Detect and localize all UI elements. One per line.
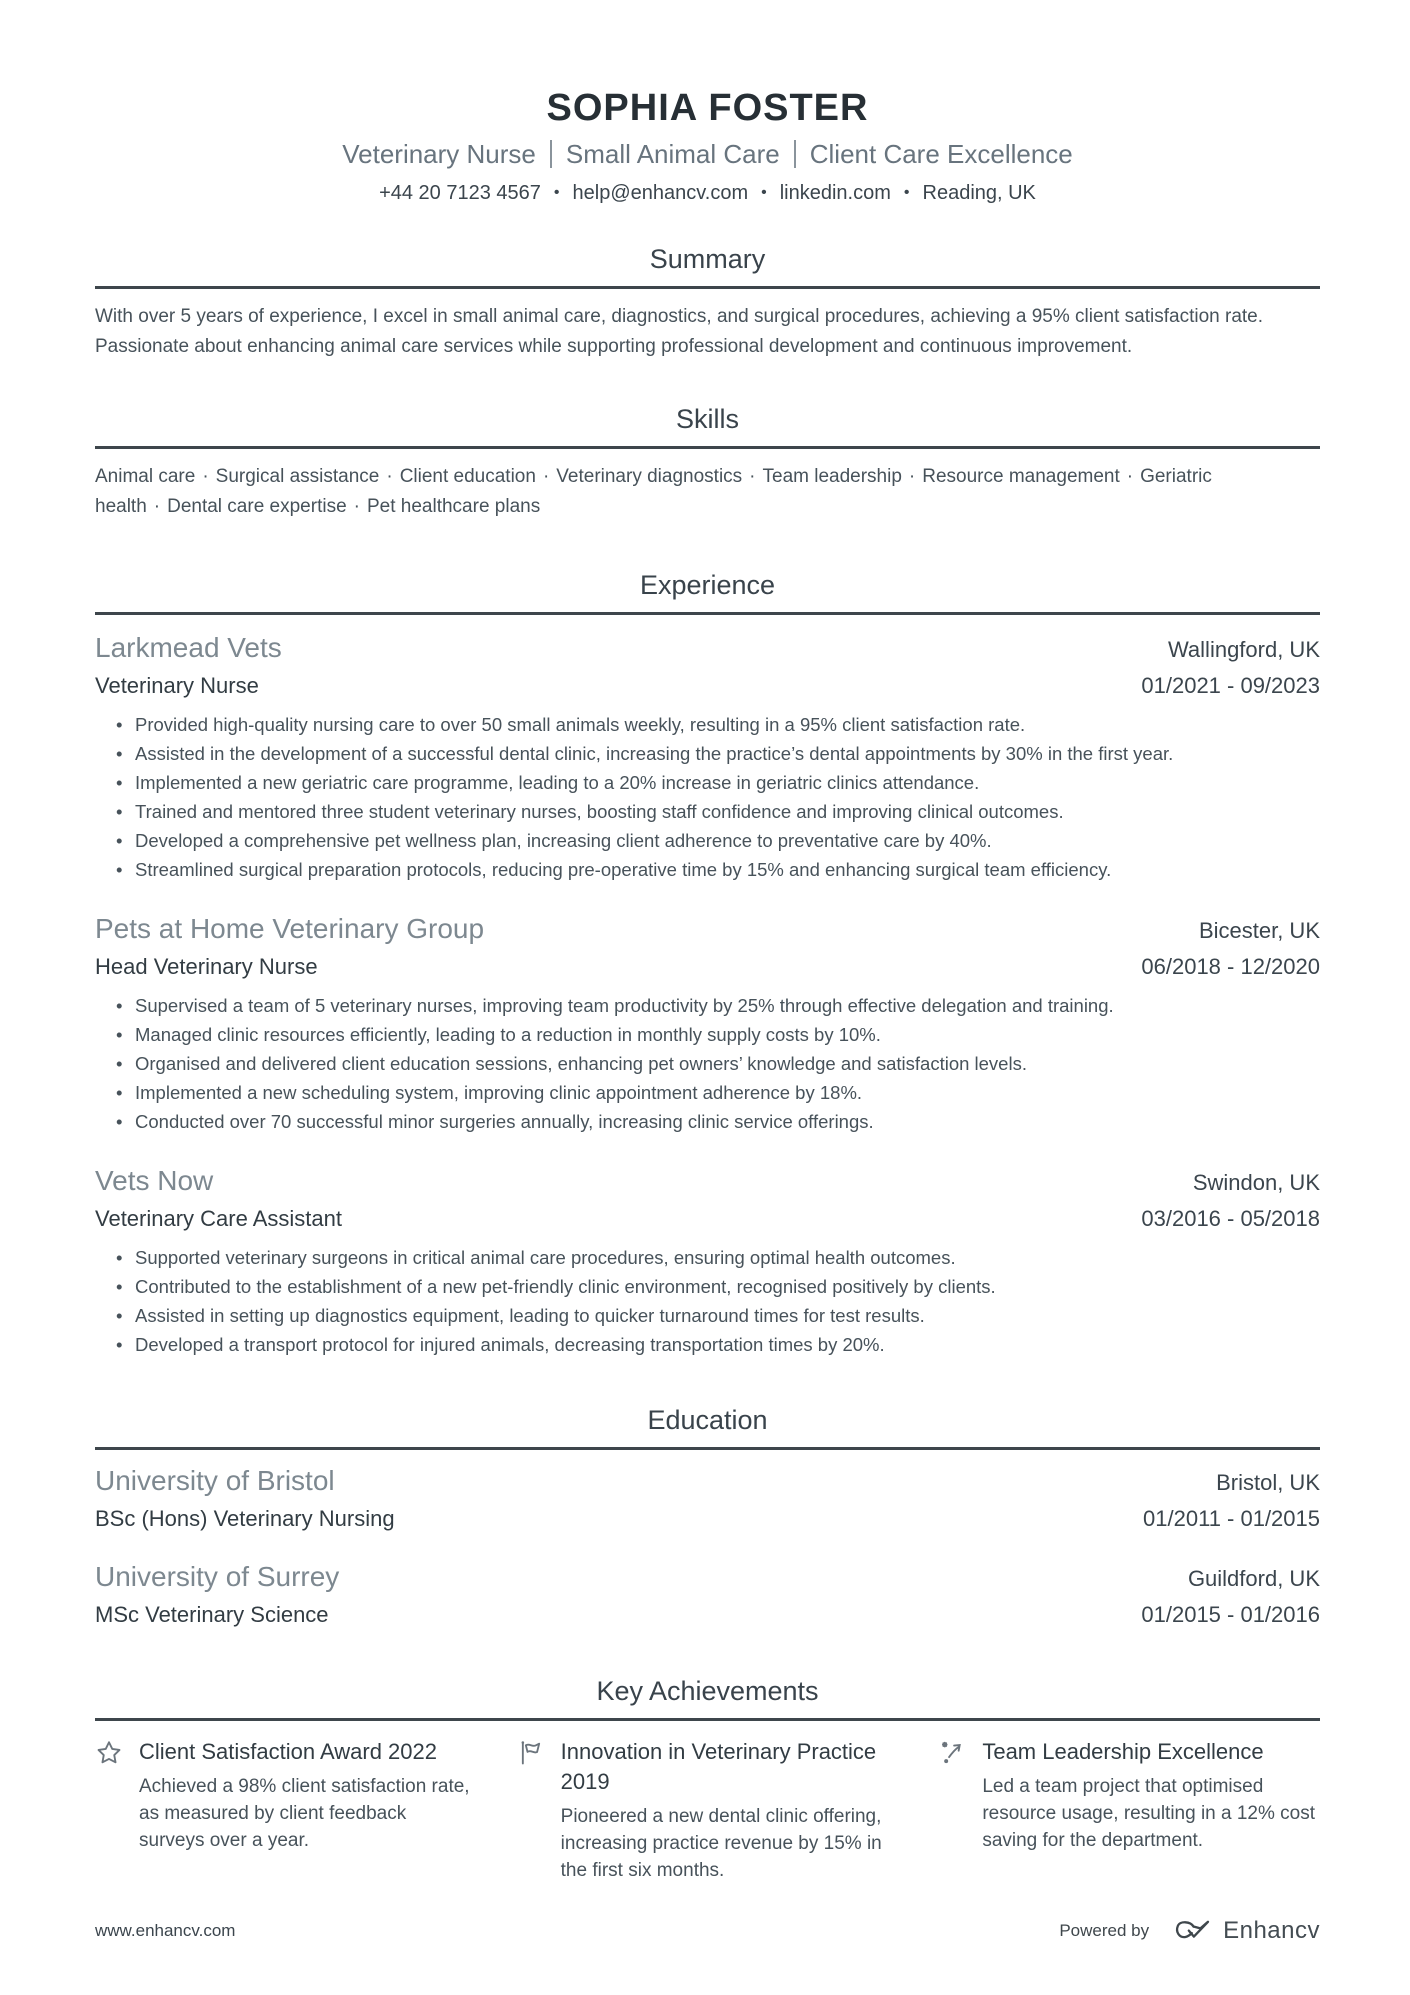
achievement-text: Led a team project that optimised resource usage, resulting in a 12% cost saving for the department. <box>982 1776 1316 1852</box>
school-location: Guildford, UK <box>1187 1566 1320 1592</box>
company-name: Vets Now <box>95 1165 214 1197</box>
linkedin-link[interactable]: linkedin.com <box>779 181 891 204</box>
school-name: University of Surrey <box>95 1561 340 1593</box>
company-name: Larkmead Vets <box>95 632 282 664</box>
job-bullet: • Managed clinic resources efficiently, leading to a reduction in monthly supply costs by 10%. <box>95 1020 1320 1049</box>
powered-by-block <box>1059 1917 1320 1945</box>
section-rule <box>95 446 1320 449</box>
location-text: Reading, UK <box>922 181 1036 204</box>
job-title: Head Veterinary Nurse <box>95 954 318 980</box>
enhancv-website-link[interactable]: www.enhancv.com <box>95 1921 236 1940</box>
summary-section <box>95 242 1320 362</box>
achievement-title: Client Satisfaction Award 2022 <box>139 1739 437 1765</box>
skill-item: Veterinary diagnostics <box>556 466 743 488</box>
section-rule <box>95 1718 1320 1721</box>
job-bullet: • Organised and delivered client education sessions, enhancing pet owners’ knowledge and satisfaction levels. <box>95 1049 1320 1078</box>
skill-item: Surgical assistance <box>215 466 380 488</box>
job-bullet: • Developed a transport protocol for injured animals, decreasing transportation times by 20%. <box>95 1330 1320 1359</box>
enhancv-brand-text: Enhancv <box>1223 1917 1320 1944</box>
skill-item: Resource management <box>922 466 1120 488</box>
job-bullet: • Trained and mentored three student veterinary nurses, boosting staff confidence and improving clinical outcomes. <box>95 797 1320 826</box>
phone-number: +44 20 7123 4567 <box>379 181 541 204</box>
summary-text: With over 5 years of experience, I excel in small animal care, diagnostics, and surgical procedures, achieving a 95% client satisfaction rate. Passionate about enhancing animal care services while supporting professional development and continuous improvement. <box>95 306 1264 358</box>
experience-entry <box>95 1162 1320 1359</box>
email-address[interactable]: help@enhancv.com <box>572 181 749 204</box>
company-name: Pets at Home Veterinary Group <box>95 913 485 945</box>
skill-separator: · <box>542 466 550 488</box>
degree-dates: 01/2011 - 01/2015 <box>1143 1506 1320 1532</box>
growth-arrow-icon <box>938 1739 966 1767</box>
job-bullet: • Conducted over 70 successful minor surgeries annually, increasing clinic service offerings. <box>95 1107 1320 1136</box>
job-bullet: • Implemented a new geriatric care programme, leading to a 20% increase in geriatric clinics attendance. <box>95 768 1320 797</box>
school-location: Bristol, UK <box>1216 1470 1320 1496</box>
achievement-title: Team Leadership Excellence <box>982 1739 1264 1765</box>
achievement-item <box>95 1737 477 1884</box>
contact-line <box>95 180 1320 206</box>
job-bullet: • Developed a comprehensive pet wellness plan, increasing client adherence to preventative care by 40%. <box>95 826 1320 855</box>
education-entry <box>95 1462 1320 1536</box>
job-bullet-list <box>95 1243 1320 1359</box>
school-name: University of Bristol <box>95 1465 335 1497</box>
skill-item: Dental care expertise <box>167 496 347 518</box>
skill-separator: · <box>386 466 393 488</box>
achievement-text: Pioneered a new dental clinic offering, increasing practice revenue by 15% in the first six months. <box>560 1806 882 1882</box>
job-title: Veterinary Care Assistant <box>95 1206 343 1232</box>
enhancv-logo[interactable] <box>1167 1917 1320 1945</box>
education-entry <box>95 1558 1320 1632</box>
skill-separator: · <box>353 496 360 518</box>
experience-heading: Experience <box>639 570 776 601</box>
job-bullet: • Streamlined surgical preparation protocols, reducing pre-operative time by 15% and enhancing surgical team efficiency. <box>95 855 1320 884</box>
job-location: Bicester, UK <box>1198 918 1320 944</box>
summary-heading: Summary <box>649 243 766 274</box>
job-bullet: • Contributed to the establishment of a new pet-friendly clinic environment, recognised positively by clients. <box>95 1272 1320 1301</box>
skill-separator: · <box>1126 466 1134 488</box>
person-name: SOPHIA FOSTER <box>546 87 869 129</box>
section-rule <box>95 1447 1320 1450</box>
job-bullet-list <box>95 991 1320 1136</box>
experience-entry <box>95 629 1320 884</box>
headline-part-3: Client Care Excellence <box>809 138 1073 169</box>
separator-dot: • <box>761 183 767 201</box>
achievements-section <box>95 1674 1320 1884</box>
job-location: Wallingford, UK <box>1167 637 1320 663</box>
job-dates: 03/2016 - 05/2018 <box>1141 1206 1320 1232</box>
headline-part-2: Small Animal Care <box>565 138 780 169</box>
page-footer <box>95 1917 1320 1945</box>
job-bullet: • Provided high-quality nursing care to over 50 small animals weekly, resulting in a 95% client satisfaction rate. <box>95 710 1320 739</box>
experience-entry <box>95 910 1320 1136</box>
experience-section <box>95 568 1320 1359</box>
powered-by-label: Powered by <box>1059 1921 1150 1940</box>
section-rule <box>95 286 1320 289</box>
flag-icon <box>517 1739 545 1767</box>
resume-header <box>95 88 1320 206</box>
job-dates: 01/2021 - 09/2023 <box>1141 673 1320 699</box>
divider-bar <box>794 140 796 168</box>
achievements-grid <box>95 1737 1320 1884</box>
separator-dot: • <box>553 183 560 201</box>
headline-part-1: Veterinary Nurse <box>342 138 536 169</box>
skills-list <box>95 462 1320 522</box>
skill-item: Pet healthcare plans <box>366 496 541 518</box>
job-bullet: • Assisted in the development of a successful dental clinic, increasing the practice’s dental appointments by 30% in the first year. <box>95 739 1320 768</box>
achievements-heading: Key Achievements <box>596 1676 819 1707</box>
degree-name: MSc Veterinary Science <box>95 1602 329 1628</box>
job-dates: 06/2018 - 12/2020 <box>1141 954 1320 980</box>
skill-item: Animal care <box>95 466 196 488</box>
job-title: Veterinary Nurse <box>95 673 259 699</box>
job-bullet: • Assisted in setting up diagnostics equipment, leading to quicker turnaround times for test results. <box>95 1301 1320 1330</box>
skills-heading: Skills <box>675 404 739 435</box>
star-icon <box>95 1739 123 1767</box>
achievement-item <box>517 1737 899 1884</box>
job-bullet-list <box>95 710 1320 884</box>
achievement-title: Innovation in Veterinary Practice 2019 <box>560 1739 877 1795</box>
job-bullet: • Supported veterinary surgeons in critical animal care procedures, ensuring optimal health outcomes. <box>95 1243 1320 1272</box>
divider-bar <box>550 140 552 168</box>
skill-separator: · <box>153 496 161 518</box>
skills-section <box>95 402 1320 522</box>
achievement-text: Achieved a 98% client satisfaction rate, as measured by client feedback surveys over a year. <box>139 1776 470 1852</box>
section-rule <box>95 612 1320 615</box>
achievement-item <box>938 1737 1320 1884</box>
skill-item: Geriatric health <box>95 466 1212 518</box>
headline <box>95 139 1320 170</box>
degree-name: BSc (Hons) Veterinary Nursing <box>95 1506 395 1532</box>
job-bullet: • Implemented a new scheduling system, improving clinic appointment adherence by 18%. <box>95 1078 1320 1107</box>
degree-dates: 01/2015 - 01/2016 <box>1141 1602 1320 1628</box>
skill-item: Team leadership <box>762 466 902 488</box>
separator-dot: • <box>903 183 910 201</box>
education-heading: Education <box>647 1405 768 1436</box>
enhancv-logo-mark <box>1167 1917 1213 1945</box>
job-bullet: • Supervised a team of 5 veterinary nurses, improving team productivity by 25% through effective delegation and training. <box>95 991 1320 1020</box>
skill-separator: · <box>749 466 756 488</box>
education-section <box>95 1403 1320 1632</box>
job-location: Swindon, UK <box>1192 1170 1320 1196</box>
skill-item: Client education <box>399 466 536 488</box>
skill-separator: · <box>908 466 916 488</box>
skill-separator: · <box>202 466 209 488</box>
